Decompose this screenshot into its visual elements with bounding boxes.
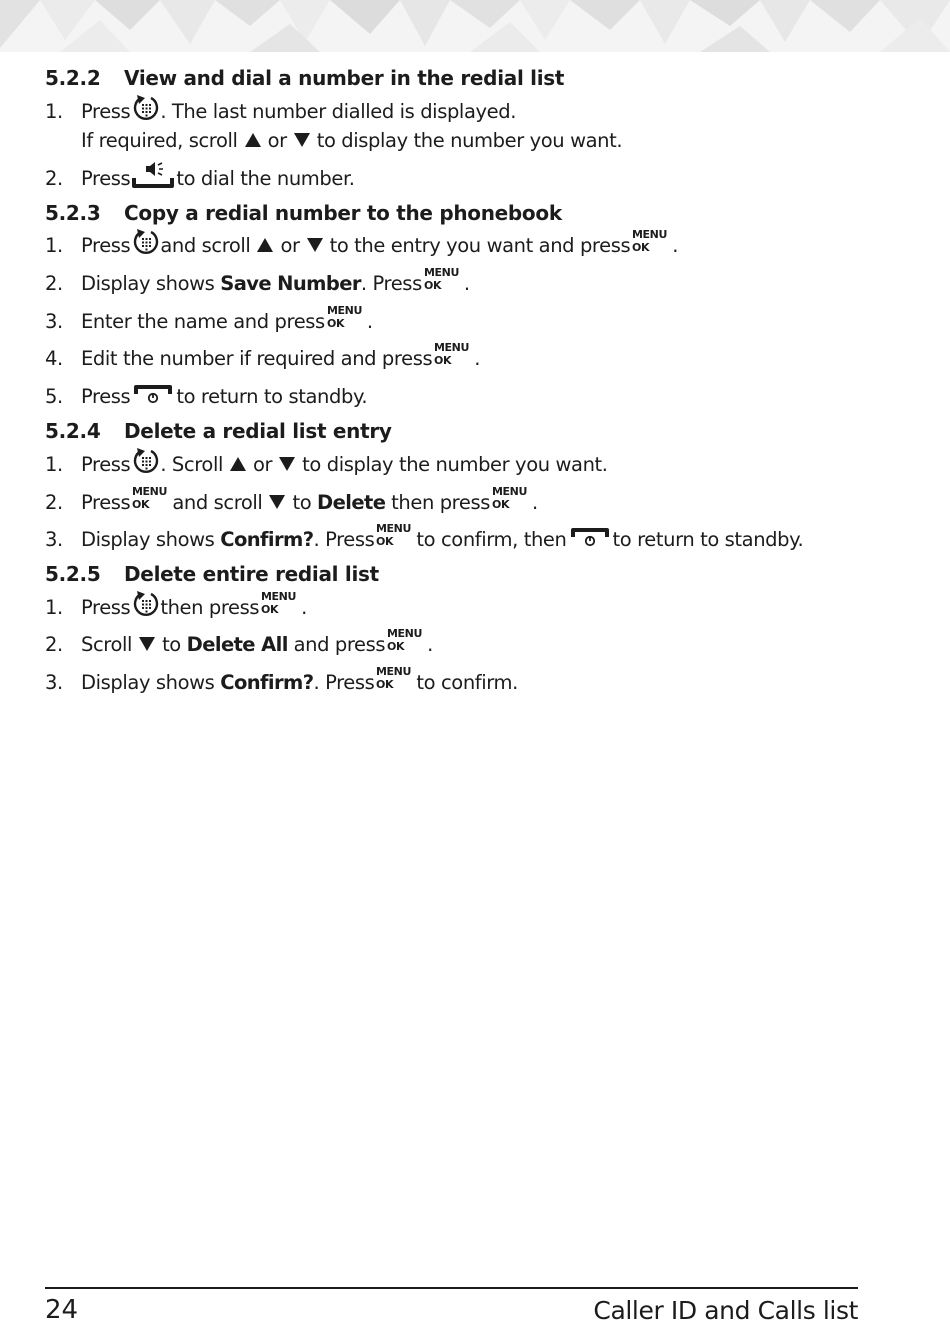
step-text: and scroll [160, 234, 251, 257]
step-text: Edit the number if required and press [81, 347, 433, 370]
display-text: Delete All [186, 633, 288, 656]
redial-key-icon [132, 228, 160, 258]
step-number: 2. [45, 633, 63, 656]
down-arrow-icon [278, 456, 296, 472]
up-arrow-icon [244, 132, 262, 148]
step-text: to the entry you want and press [329, 234, 631, 257]
section-title: Delete entire redial list [124, 562, 379, 586]
section-heading-5-2-2 [45, 66, 564, 90]
step-number: 2. [45, 272, 63, 295]
step-5-2-2-1-continued [81, 129, 622, 152]
step-5-2-3-1 [45, 234, 678, 258]
menu-ok-key-icon [376, 664, 414, 690]
menu-ok-key-icon [261, 589, 299, 615]
section-heading-5-2-3 [45, 201, 562, 225]
step-number: 2. [45, 491, 63, 514]
step-text: . Press [313, 528, 375, 551]
chapter-title: Caller ID and Calls list [593, 1296, 858, 1325]
step-5-2-4-3 [45, 528, 803, 551]
section-heading-5-2-4 [45, 419, 392, 443]
step-text: . Press [313, 671, 375, 694]
section-number: 5.2.2 [45, 66, 101, 90]
step-text: . [301, 596, 307, 619]
step-number: 1. [45, 596, 63, 619]
section-title: Copy a redial number to the phonebook [124, 201, 562, 225]
step-5-2-3-5 [45, 385, 367, 408]
step-text: Press [81, 100, 131, 123]
menu-ok-key-icon [387, 626, 425, 652]
down-arrow-icon [306, 237, 324, 253]
step-text: . [672, 234, 679, 257]
end-power-key-icon [133, 384, 173, 406]
menu-ok-key-icon [327, 303, 365, 329]
step-text: Enter the name and press [81, 310, 325, 333]
step-text: Display shows [81, 671, 215, 694]
down-arrow-icon [268, 494, 286, 510]
display-text: Delete [317, 491, 386, 514]
step-5-2-5-1 [45, 596, 307, 620]
step-5-2-5-3 [45, 671, 518, 694]
step-text: . [474, 347, 481, 370]
step-text: to [162, 633, 181, 656]
step-text: or [280, 234, 300, 257]
step-text: Press [81, 385, 131, 408]
section-heading-5-2-5 [45, 562, 379, 586]
step-text: to return to standby. [176, 385, 368, 408]
step-5-2-3-2 [45, 272, 470, 295]
step-5-2-3-3 [45, 310, 373, 333]
redial-key-icon [132, 590, 160, 620]
step-text: . [463, 272, 470, 295]
menu-ok-key-icon [376, 521, 414, 547]
step-number: 1. [45, 453, 63, 476]
step-text: and press [293, 633, 386, 656]
step-number: 5. [45, 385, 63, 408]
down-arrow-icon [138, 636, 156, 652]
step-text: to confirm. [416, 671, 518, 694]
step-text: Press [81, 491, 131, 514]
step-text: . [427, 633, 433, 656]
step-5-2-2-1 [45, 100, 516, 124]
section-title: View and dial a number in the redial list [124, 66, 565, 90]
step-text: Scroll [81, 633, 133, 656]
step-5-2-4-2 [45, 491, 538, 514]
display-text: Confirm? [220, 671, 314, 694]
footer-divider [45, 1287, 858, 1289]
section-number: 5.2.5 [45, 562, 101, 586]
step-number: 3. [45, 310, 63, 333]
step-text: . [366, 310, 373, 333]
step-text: . Press [360, 272, 422, 295]
menu-ok-key-icon [434, 340, 472, 366]
up-arrow-icon [256, 237, 274, 253]
menu-ok-key-icon [424, 265, 462, 291]
step-number: 3. [45, 528, 63, 551]
menu-ok-key-icon [492, 484, 530, 510]
display-text: Save Number [220, 272, 361, 295]
step-text: and scroll [172, 491, 263, 514]
redial-key-icon [132, 447, 160, 477]
step-5-2-5-2 [45, 633, 433, 656]
section-number: 5.2.3 [45, 201, 101, 225]
step-text: If required, scroll [81, 129, 238, 152]
menu-ok-key-icon [632, 227, 670, 253]
step-number: 1. [45, 100, 63, 123]
decorative-banner [0, 0, 950, 52]
step-5-2-4-1 [45, 453, 608, 477]
step-text: to confirm, then [416, 528, 567, 551]
step-text: . Scroll [160, 453, 223, 476]
menu-ok-key-icon [132, 484, 170, 510]
end-power-key-icon [570, 527, 610, 549]
step-text: Press [81, 596, 131, 619]
step-5-2-3-4 [45, 347, 480, 370]
step-text: to return to standby. [612, 528, 804, 551]
step-text: Press [81, 167, 131, 190]
step-text: then press [391, 491, 490, 514]
step-text: then press [160, 596, 260, 619]
step-number: 4. [45, 347, 63, 370]
step-text: or [267, 129, 287, 152]
step-text: Display shows [81, 528, 215, 551]
step-number: 2. [45, 167, 63, 190]
step-5-2-2-2 [45, 167, 355, 190]
section-number: 5.2.4 [45, 419, 101, 443]
step-text: to dial the number. [176, 167, 355, 190]
step-text: Display shows [81, 272, 215, 295]
step-text: or [252, 453, 273, 476]
step-text: . [531, 491, 538, 514]
step-text: to display the number you want. [302, 453, 608, 476]
down-arrow-icon [293, 132, 311, 148]
step-text: to display the number you want. [316, 129, 623, 152]
up-arrow-icon [229, 456, 247, 472]
step-number: 1. [45, 234, 63, 257]
talk-speaker-key-icon [132, 160, 174, 190]
redial-key-icon [132, 94, 160, 124]
step-number: 3. [45, 671, 63, 694]
step-text: Press [81, 234, 131, 257]
display-text: Confirm? [220, 528, 314, 551]
step-text: Press [81, 453, 131, 476]
step-text: to [292, 491, 312, 514]
page-number: 24 [45, 1295, 79, 1325]
section-title: Delete a redial list entry [124, 419, 392, 443]
step-text: . The last number dialled is displayed. [160, 100, 517, 123]
